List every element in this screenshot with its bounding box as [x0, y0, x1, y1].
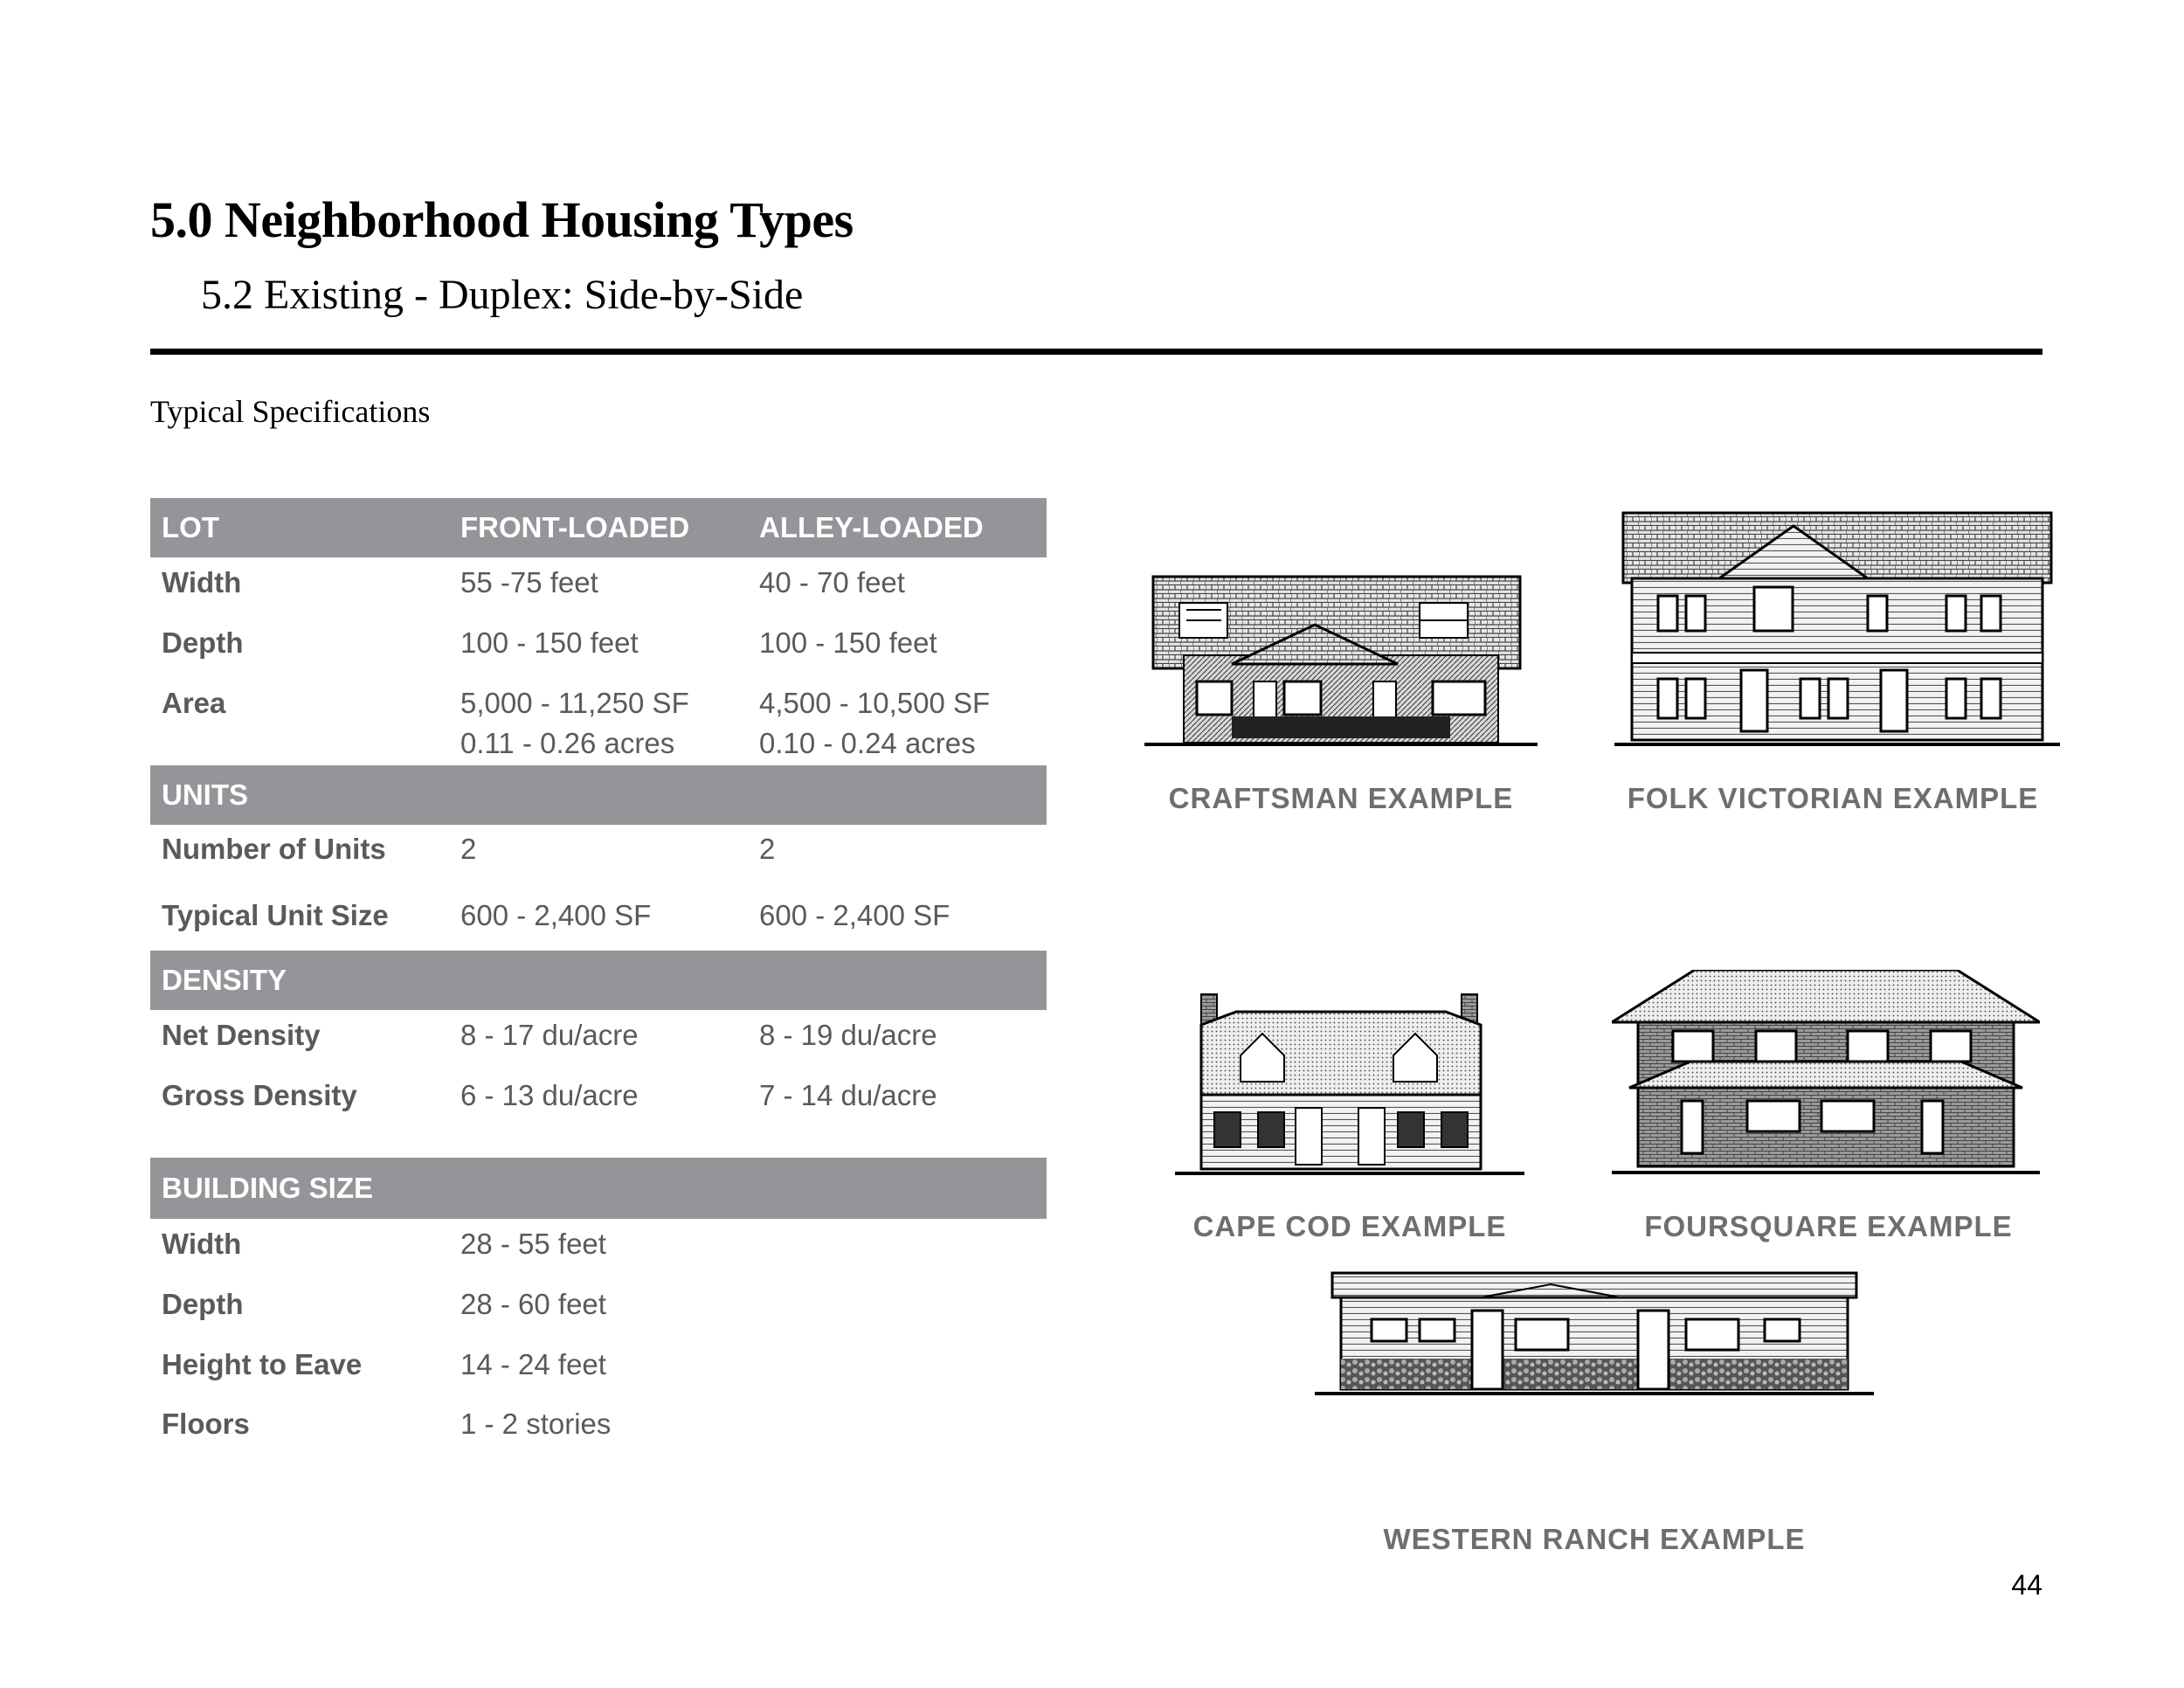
foursquare-house-illustration [1612, 970, 2040, 1180]
row-label: Number of Units [162, 833, 386, 865]
density-header-label: DENSITY [162, 964, 287, 996]
alley-value: 8 - 19 du/acre [759, 1019, 937, 1051]
row-label: Depth [162, 626, 244, 659]
alley-value: 0.10 - 0.24 acres [759, 727, 976, 759]
front-value: 100 - 150 feet [460, 626, 639, 659]
alley-value: 100 - 150 feet [759, 626, 937, 659]
row-label: Height to Eave [162, 1348, 363, 1380]
section-subtitle: 5.2 Existing - Duplex: Side-by-Side [201, 272, 804, 318]
row-value: 1 - 2 stories [460, 1408, 612, 1440]
front-value: 5,000 - 11,250 SF [460, 687, 689, 719]
front-value: 55 -75 feet [460, 566, 598, 598]
row-label: Gross Density [162, 1079, 357, 1111]
front-value: 600 - 2,400 SF [460, 899, 652, 931]
folk-victorian-caption: FOLK VICTORIAN EXAMPLE [1627, 782, 2039, 814]
foursquare-caption: FOURSQUARE EXAMPLE [1644, 1210, 2013, 1242]
front-value: 2 [460, 833, 477, 865]
row-value: 28 - 55 feet [460, 1228, 606, 1260]
specifications-label: Typical Specifications [150, 394, 431, 429]
row-label: Area [162, 687, 226, 719]
page-number: 44 [2011, 1569, 2042, 1601]
alley-value: 2 [759, 833, 776, 865]
front-value: 0.11 - 0.26 acres [460, 727, 675, 759]
building-size-header [150, 1158, 1047, 1219]
page-title: 5.0 Neighborhood Housing Types [150, 191, 854, 248]
folk-victorian-house-illustration [1614, 508, 2060, 753]
western-ranch-house-illustration [1315, 1271, 1874, 1402]
cape-cod-house-illustration [1175, 986, 1524, 1186]
row-label: Depth [162, 1288, 244, 1320]
craftsman-caption: CRAFTSMAN EXAMPLE [1168, 782, 1514, 814]
row-value: 14 - 24 feet [460, 1348, 606, 1380]
alley-value: 4,500 - 10,500 SF [759, 687, 991, 719]
alley-value: 7 - 14 du/acre [759, 1079, 937, 1111]
western-ranch-caption: WESTERN RANCH EXAMPLE [1383, 1523, 1806, 1555]
front-value: 6 - 13 du/acre [460, 1079, 639, 1111]
lot-header-label: LOT [162, 511, 219, 543]
row-label: Width [162, 1228, 242, 1260]
units-header [150, 765, 1047, 825]
row-label: Width [162, 566, 242, 598]
craftsman-house-illustration [1144, 559, 1538, 751]
lot-header [150, 498, 1047, 557]
cape-cod-caption: CAPE COD EXAMPLE [1192, 1210, 1507, 1242]
row-label: Net Density [162, 1019, 321, 1051]
row-label: Floors [162, 1408, 250, 1440]
alley-value: 40 - 70 feet [759, 566, 905, 598]
density-header [150, 951, 1047, 1010]
alley-loaded-header: ALLEY-LOADED [759, 511, 984, 543]
front-value: 8 - 17 du/acre [460, 1019, 639, 1051]
front-loaded-header: FRONT-LOADED [460, 511, 690, 543]
row-label: Typical Unit Size [162, 899, 389, 931]
row-value: 28 - 60 feet [460, 1288, 606, 1320]
alley-value: 600 - 2,400 SF [759, 899, 950, 931]
building-size-header-label: BUILDING SIZE [162, 1172, 374, 1204]
header-divider [150, 349, 2042, 355]
units-header-label: UNITS [162, 778, 248, 811]
